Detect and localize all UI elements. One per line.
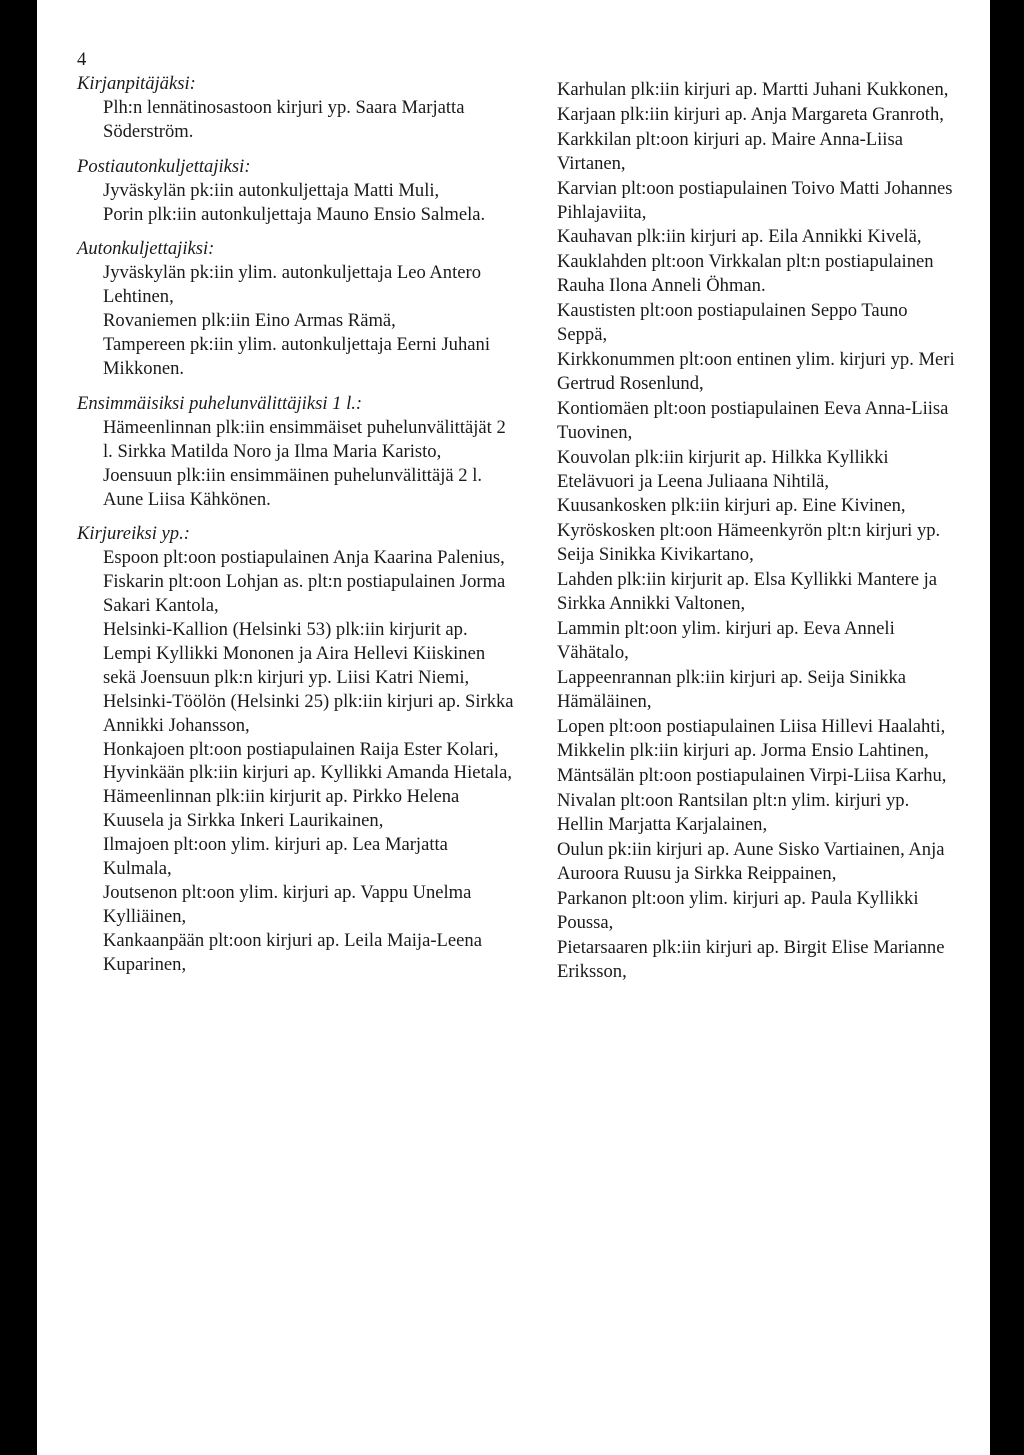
appointment-entry: Porin plk:iin autonkuljettaja Mauno Ensio Salmela. (103, 203, 486, 225)
appointment-entry: Honkajoen plt:oon postiapulainen Raija Ester Kolari, (103, 738, 499, 760)
appointment-entry: Lappeenrannan plk:iin kirjuri ap. Seija Sinikka Hämäläinen, (557, 666, 907, 712)
appointment-entry: Kirkkonummen plt:oon entinen ylim. kirjuri yp. Meri Gertrud Rosenlund, (557, 348, 955, 394)
appointment-entry: Mikkelin plk:iin kirjuri ap. Jorma Ensio Lahtinen, (557, 740, 929, 762)
appointment-entry: Jyväskylän pk:iin ylim. autonkuljettaja Leo Antero Lehtinen, (103, 262, 482, 308)
appointment-entry: Tampereen pk:iin ylim. autonkuljettaja Eerni Juhani Mikkonen. (103, 334, 490, 379)
appointment-entry: Kauklahden plt:oon Virkkalan plt:n postiapulainen Rauha Ilona Anneli Öhman. (557, 251, 934, 297)
section-block (77, 237, 517, 380)
appointment-entry: Hämeenlinnan plk:iin kirjurit ap. Pirkko Helena Kuusela ja Sirkka Inkeri Laurikainen, (103, 786, 460, 832)
right-column (557, 78, 957, 985)
appointment-entry: Pietarsaaren plk:iin kirjuri ap. Birgit Elise Marianne Eriksson, (557, 936, 945, 982)
section-heading: Autonkuljettajiksi: (77, 238, 215, 260)
appointment-entry: Parkanon plt:oon ylim. kirjuri ap. Paula Kyllikki Poussa, (557, 887, 919, 933)
section-heading: Ensimmäisiksi puhelunvälittäjiksi 1 l.: (77, 392, 363, 414)
appointment-entry: Mäntsälän plt:oon postiapulainen Virpi-Liisa Karhu, (557, 765, 947, 787)
appointment-entry: Helsinki-Töölön (Helsinki 25) plk:iin kirjuri ap. Sirkka Annikki Johansson, (103, 690, 514, 736)
section-block (77, 522, 517, 976)
section-heading: Postiautonkuljettajiksi: (77, 155, 251, 177)
appointment-entry: Plh:n lennätinosastoon kirjuri yp. Saara Marjatta Söderström. (103, 96, 465, 142)
appointment-entry: Lahden plk:iin kirjurit ap. Elsa Kyllikki Mantere ja Sirkka Annikki Valtonen, (557, 569, 938, 615)
appointment-entry: Rovaniemen plk:iin Eino Armas Rämä, (103, 310, 396, 332)
appointment-entry: Kaustisten plt:oon postiapulainen Seppo Tauno Seppä, (557, 300, 908, 346)
appointment-entry: Jyväskylän pk:iin autonkuljettaja Matti Muli, (103, 179, 440, 201)
section-block (77, 155, 517, 227)
appointment-entry: Hämeenlinnan plk:iin ensimmäiset puhelunvälittäjät 2 l. Sirkka Matilda Noro ja Ilma Maria Karisto, (103, 416, 506, 462)
appointment-entry: Hyvinkään plk:iin kirjuri ap. Kyllikki Amanda Hietala, (103, 762, 512, 784)
appointment-entry: Kuusankosken plk:iin kirjuri ap. Eine Kivinen, (557, 495, 906, 517)
appointment-entry: Lopen plt:oon postiapulainen Liisa Hillevi Haalahti, (557, 715, 946, 737)
appointment-entry: Kauhavan plk:iin kirjuri ap. Eila Annikki Kivelä, (557, 226, 922, 248)
appointment-entry: Karjaan plk:iin kirjuri ap. Anja Margareta Granroth, (557, 103, 944, 125)
appointment-entry: Karvian plt:oon postiapulainen Toivo Matti Johannes Pihlajaviita, (557, 177, 953, 223)
appointment-entry: Kontiomäen plt:oon postiapulainen Eeva Anna-Liisa Tuovinen, (557, 397, 949, 443)
left-column (77, 72, 517, 988)
appointment-entry: Lammin plt:oon ylim. kirjuri ap. Eeva Anneli Vähätalo, (557, 617, 895, 663)
appointment-entry: Helsinki-Kallion (Helsinki 53) plk:iin kirjurit ap. Lempi Kyllikki Mononen ja Aira Hellevi Kiiskinen sekä Joensuun plk:n kirjuri yp. Liisi Katri Niemi, (103, 619, 486, 688)
appointment-entry: Joutsenon plt:oon ylim. kirjuri ap. Vappu Unelma Kylliäinen, (103, 882, 472, 927)
appointment-entry: Kouvolan plk:iin kirjurit ap. Hilkka Kyllikki Etelävuori ja Leena Juliaana Nihtilä, (557, 446, 889, 492)
appointment-entry: Ilmajoen plt:oon ylim. kirjuri ap. Lea Marjatta Kulmala, (103, 834, 448, 880)
document-page (37, 0, 990, 1455)
appointment-entry: Kyröskosken plt:oon Hämeenkyrön plt:n kirjuri yp. Seija Sinikka Kivikartano, (557, 520, 941, 566)
appointment-entry: Karkkilan plt:oon kirjuri ap. Maire Anna-Liisa Virtanen, (557, 128, 903, 174)
section-block (77, 72, 517, 144)
appointment-entry: Kankaanpään plt:oon kirjuri ap. Leila Maija-Leena Kuparinen, (103, 929, 482, 975)
appointment-entry: Espoon plt:oon postiapulainen Anja Kaarina Palenius, (103, 547, 505, 569)
section-block (77, 392, 517, 512)
appointment-entry: Fiskarin plt:oon Lohjan as. plt:n postiapulainen Jorma Sakari Kantola, (103, 571, 506, 617)
page-number: 4 (77, 49, 87, 70)
appointment-entry: Oulun pk:iin kirjuri ap. Aune Sisko Vartiainen, Anja Auroora Ruusu ja Sirkka Reippainen, (557, 839, 945, 884)
section-heading: Kirjureiksi yp.: (77, 523, 190, 545)
appointment-entry: Nivalan plt:oon Rantsilan plt:n ylim. kirjuri yp. Hellin Marjatta Karjalainen, (557, 790, 910, 836)
appointment-entry: Joensuun plk:iin ensimmäinen puhelunvälittäjä 2 l. Aune Liisa Kähkönen. (103, 464, 483, 510)
section-heading: Kirjanpitäjäksi: (77, 73, 196, 94)
appointment-entry: Karhulan plk:iin kirjuri ap. Martti Juhani Kukkonen, (557, 79, 949, 100)
